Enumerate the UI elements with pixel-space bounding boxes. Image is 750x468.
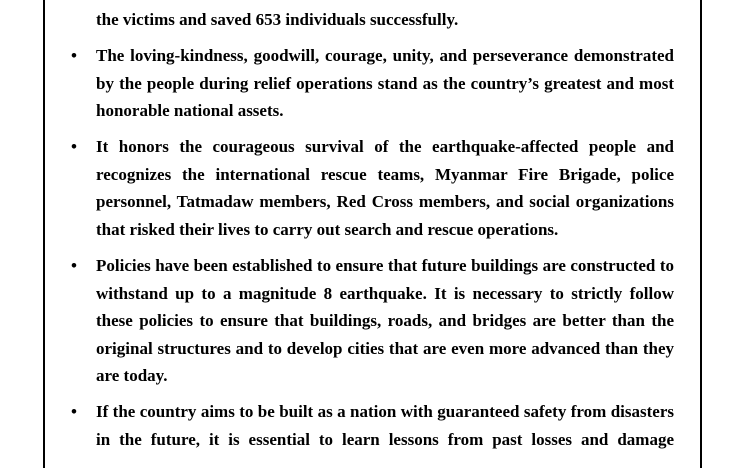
list-item-text: It honors the courageous survival of the earthquake-affected people and recognizes the international rescue teams, Myanmar Fire Brigade, police personnel, Tatmadaw members, Red Cross members, and social organizations that risked their lives to carry out search and rescue operations. <box>96 137 674 239</box>
list-item-text: Policies have been established to ensure that future buildings are constructed to withstand up to a magnitude 8 earthquake. It is necessary to strictly follow these policies to ensure that buildings, roads, and bridges are better than the original structures and to develop cities that are even more advanced than they are today. <box>96 255 674 386</box>
list-item-text: If the country aims to be built as a nation with guaranteed safety from disasters in the future, it is essential to learn lessons from past losses and damage <box>96 402 674 449</box>
carryover-text: the victims and saved 653 individuals successfully. <box>96 10 459 29</box>
bullet-icon: • <box>71 402 77 422</box>
list-item <box>0 42 674 125</box>
bullet-icon: • <box>71 137 77 157</box>
list-item-text: The loving-kindness, goodwill, courage, unity, and perseverance demonstrated by the people during relief operations stand as the country’s greatest and most honorable national assets. <box>96 46 674 121</box>
bullet-list <box>0 42 750 462</box>
list-item <box>0 133 674 243</box>
list-item <box>0 252 674 390</box>
bullet-icon: • <box>71 255 77 275</box>
carryover-paragraph-tail <box>96 6 674 34</box>
bullet-icon: • <box>71 46 77 65</box>
list-item <box>0 398 674 453</box>
